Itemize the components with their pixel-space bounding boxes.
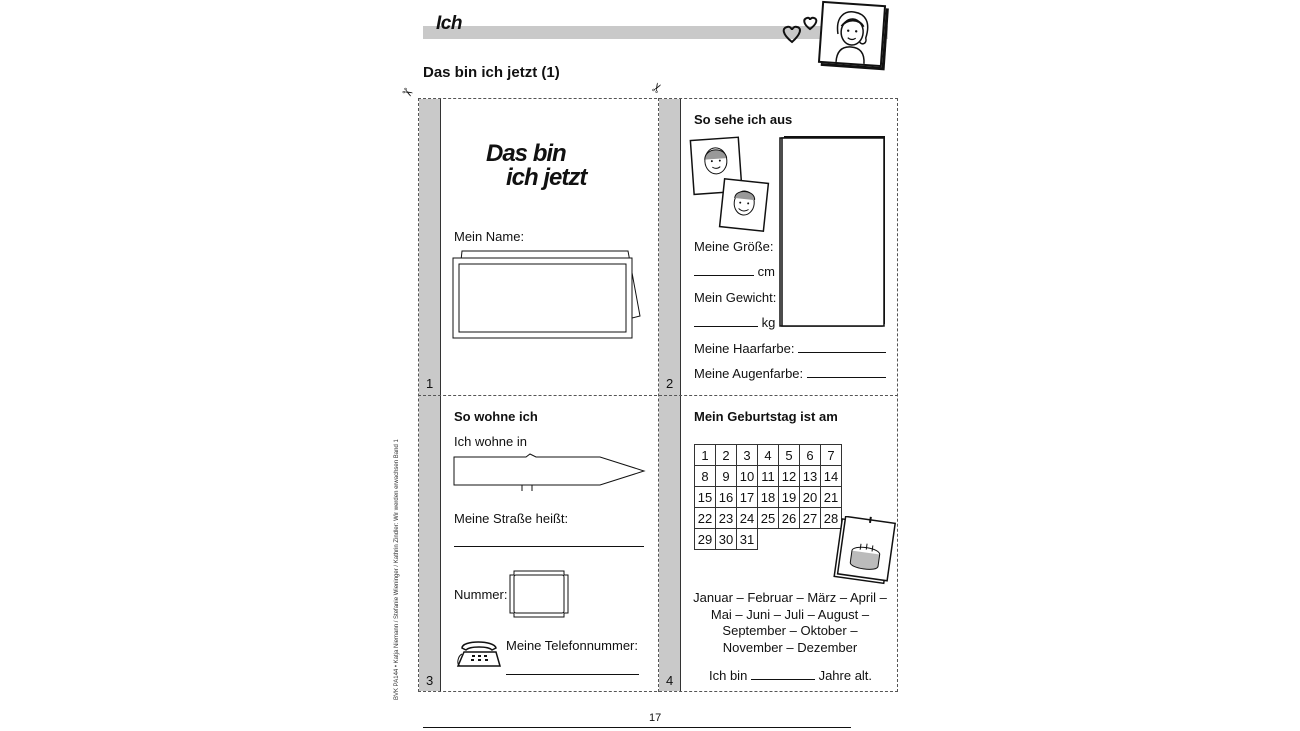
footer-line (423, 727, 851, 728)
calendar-day[interactable]: 12 (779, 466, 800, 487)
age-suffix: Jahre alt. (818, 668, 873, 683)
calendar-day[interactable]: 29 (695, 529, 716, 550)
height-label: Meine Größe: (694, 239, 774, 254)
calendar-day[interactable]: 13 (800, 466, 821, 487)
calendar-day[interactable]: 30 (716, 529, 737, 550)
weight-unit: kg (761, 315, 776, 330)
calendar-row (695, 508, 842, 529)
calendar-day[interactable]: 26 (779, 508, 800, 529)
calendar-day[interactable]: 20 (800, 487, 821, 508)
calendar-day[interactable]: 31 (737, 529, 758, 550)
city-sign-field[interactable] (450, 450, 648, 494)
calendar-day[interactable]: 21 (821, 487, 842, 508)
side-credit: BVK PA144 • Katja Niemann / Stefanie Wieninger / Kathrin Zindler: Wir werden erwachsen Band 1 (394, 439, 400, 700)
calendar-day[interactable]: 11 (758, 466, 779, 487)
calendar-day[interactable]: 3 (737, 445, 758, 466)
appearance-heading: So sehe ich aus (694, 112, 793, 127)
calendar-day[interactable]: 15 (695, 487, 716, 508)
calendar-day[interactable]: 18 (758, 487, 779, 508)
panel-number: 1 (426, 376, 434, 391)
calendar-day[interactable]: 9 (716, 466, 737, 487)
name-card-field[interactable] (450, 248, 642, 340)
cut-line-horizontal (418, 395, 898, 396)
calendar-day[interactable]: 6 (800, 445, 821, 466)
panel-number: 3 (426, 673, 434, 688)
height-unit: cm (757, 264, 775, 279)
calendar-day[interactable]: 2 (716, 445, 737, 466)
height-row (694, 264, 775, 279)
age-prefix: Ich bin (709, 668, 748, 683)
months-line: Januar – Februar – März – April – (693, 590, 887, 605)
calendar-row (695, 487, 842, 508)
birthday-calendar (694, 444, 842, 550)
birthday-heading: Mein Geburtstag ist am (694, 409, 838, 424)
months-line: Mai – Juni – Juli – August – (710, 606, 870, 622)
hearts-icon (780, 12, 820, 48)
eye-label: Meine Augenfarbe: (694, 366, 804, 381)
girl-portrait-icon (818, 1, 886, 67)
calendar-row (695, 445, 842, 466)
calendar-day[interactable]: 8 (695, 466, 716, 487)
calendar-day[interactable]: 24 (737, 508, 758, 529)
calendar-empty-cell (779, 529, 800, 550)
photo-frame-field[interactable] (774, 132, 890, 332)
height-input[interactable] (694, 275, 754, 276)
calendar-day[interactable]: 17 (737, 487, 758, 508)
city-label: Ich wohne in (454, 434, 527, 449)
calendar-day[interactable]: 1 (695, 445, 716, 466)
cover-title-line1: Das bin (486, 140, 566, 167)
house-number-field[interactable] (508, 569, 570, 619)
calendar-day[interactable]: 25 (758, 508, 779, 529)
calendar-day[interactable]: 23 (716, 508, 737, 529)
scissors-icon: ✂ (647, 79, 667, 97)
eye-input[interactable] (807, 377, 886, 378)
calendar-day[interactable]: 7 (821, 445, 842, 466)
weight-label: Mein Gewicht: (694, 290, 777, 305)
hair-label: Meine Haarfarbe: (694, 341, 795, 356)
telephone-icon (454, 634, 504, 670)
scissors-icon: ✂ (399, 83, 417, 102)
header-title: Ich (436, 13, 462, 34)
calendar-day[interactable]: 28 (821, 508, 842, 529)
home-heading: So wohne ich (454, 409, 538, 424)
phone-input[interactable] (506, 674, 639, 675)
calendar-row (695, 466, 842, 487)
age-input[interactable] (751, 679, 815, 680)
page-title: Das bin ich jetzt (1) (423, 64, 560, 81)
page-number: 17 (649, 712, 662, 724)
weight-row (694, 315, 775, 330)
eye-row (694, 366, 886, 381)
name-label: Mein Name: (454, 229, 525, 244)
months-line: November – Dezember (722, 639, 858, 655)
months-line: September – Oktober – (722, 623, 858, 638)
cover-title-line2: ich jetzt (506, 164, 587, 191)
calendar-day[interactable]: 5 (779, 445, 800, 466)
calendar-day[interactable]: 22 (695, 508, 716, 529)
birthday-cake-calendar-icon (828, 516, 896, 586)
age-row (709, 668, 872, 683)
phone-label: Meine Telefonnummer: (506, 638, 638, 653)
face-photos-icon (688, 135, 772, 235)
calendar-day[interactable]: 10 (737, 466, 758, 487)
calendar-empty-cell (800, 529, 821, 550)
calendar-day[interactable]: 4 (758, 445, 779, 466)
house-number-label: Nummer: (454, 587, 508, 602)
calendar-empty-cell (758, 529, 779, 550)
panel-number: 4 (666, 673, 674, 688)
hair-row (694, 341, 886, 356)
calendar-day[interactable]: 14 (821, 466, 842, 487)
street-label: Meine Straße heißt: (454, 511, 569, 526)
weight-input[interactable] (694, 326, 758, 327)
calendar-day[interactable]: 16 (716, 487, 737, 508)
calendar-row (695, 529, 842, 550)
hair-input[interactable] (798, 352, 886, 353)
street-input[interactable] (454, 546, 644, 547)
calendar-day[interactable]: 27 (800, 508, 821, 529)
calendar-day[interactable]: 19 (779, 487, 800, 508)
panel-number: 2 (666, 376, 674, 391)
months-list (690, 590, 890, 656)
